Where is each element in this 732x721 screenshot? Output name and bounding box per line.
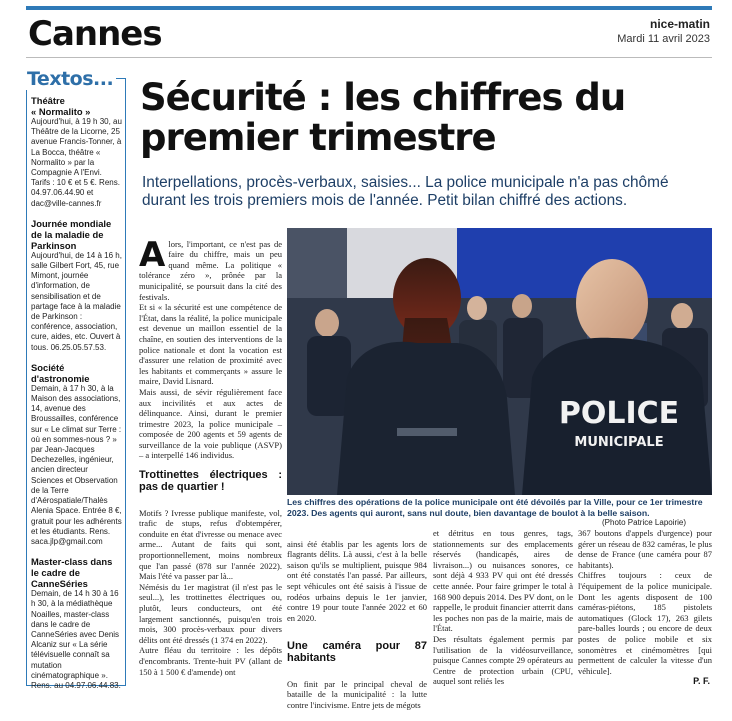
article-headline: Sécurité : les chiffres du premier trimestre (140, 76, 626, 159)
article-photo (287, 228, 712, 495)
article-signature: P. F. (693, 676, 710, 686)
article-column-1 (139, 228, 282, 688)
photo-credit: (Photo Patrice Lapoirie) (602, 518, 687, 527)
municipale-back-text: MUNICIPALE (574, 435, 664, 450)
drop-cap: A (139, 234, 166, 275)
photo-caption: Les chiffres des opérations de la police municipale ont été dévoilés par la Ville, pour ce 1er trimestre 2023. Des agents qui auront, sans nul doute, bien davantage de boulot à la belle saison. (287, 497, 703, 518)
sidebar-item-text: Demain, à 17 h 30, à la Maison des associations, 14, avenue des Broussailles, conférence sur « Le climat sur Terre : où en sommes-nous ? » par Jean-Jacques Dechezelles, ingénieur, ancien directeur Sciences et Observation de la Terre d'Aérospatiale/Thalès Alenia Space. Entrée 8 €, gratuit pour les adhérents et les étudiants. Rens. saca.jlp@gmail.com (31, 383, 122, 546)
sidebar-item-text: Aujourd'hui, de 14 à 16 h, salle Gilbert Fort, 45, rue Mimont, journée d'information, de sensibilisation et de partage face à la maladie de Parkinson : conférence, association, cure, aides, etc. Ouvert à tous. 06.25.05.57.53. (31, 250, 122, 352)
sidebar-item-heading: Master-class dans le cadre de CanneSéries (31, 556, 113, 590)
sidebar-title: Textos... (24, 68, 116, 90)
article-column-4: 367 boutons d'appels d'urgence) pour gérer un réseau de 832 caméras, le plus dense de France (une caméra pour 87 habitants). Chiffres toujours : ceux de l'équipement de la police municipale. Dont les agents disposent de 100 caméras-piétons, 185 pistolets automatiques (Glock 17), 263 gilets pare-balles lourds ; ou encore de deux postes de police mobile et six sonomètres et cinémomètres [qui permettent de calculer la vitesse d'un véhicule]. (578, 528, 712, 676)
masthead-info (617, 17, 710, 45)
article-subhead-camera: Une caméra pour 87 habitants (287, 639, 427, 664)
sidebar-item-heading: Théâtre « Normalito » (31, 95, 91, 117)
header-divider (26, 57, 712, 58)
article-column-3: et détritus en tous genres, tags, stationnements sur des emplacements réservés (handicapés, aires de livraison...) ou nuisances sonores, ce sont déjà 4 933 PV qui ont été dressés cette année. Pour faire grimper le total à 168 900 depuis 2014. Des PV dont, on le rappelle, le produit financier atterrit dans les poches non pas de la mairie, mais de l'État. Des résultats également permis par l'utilisation de la vidéosurveillance, puisque Cannes compte 29 opérateurs au Centre de protection urbain (CPU, auquel sont reliés les (433, 528, 573, 687)
police-officers-illustration (287, 228, 712, 495)
article-body-text: Motifs ? Ivresse publique manifeste, vol, trafic de stups, refus d'obtempérer, conduite en état d'ivresse ou menace avec arme... Autant de faits qui sont, proportionnellement, moins nombreux que l'an passé (878 sur l'année 2022). Mais l'été va passer par là... Némésis du 1er magistrat (il n'est pas le seul...), les trottinettes électriques ou, plutôt, leurs conducteurs, ont été largement sanctionnés, puisqu'en trois mois, 300 procès-verbaux pour divers délits ont été dressés (1 374 en 2022). Autre fléau du territoire : les dépôts d'encombrants. Trente-huit PV (allant de 150 à 1 500 € d'amende) ont (139, 507, 282, 677)
sidebar-item-theatre (31, 95, 122, 209)
sidebar-item-astronomie (31, 362, 122, 547)
police-back-text: POLICE (558, 396, 680, 431)
article-lead: Interpellations, procès-verbaux, saisies... La police municipale n'a pas chômé durant les trois premiers mois de l'année. Petit bilan chiffré des actions. (142, 174, 669, 209)
sidebar-item-heading: Journée mondiale de la maladie de Parkinson (31, 217, 112, 251)
sidebar-item-parkinson (31, 218, 122, 353)
article-column-2 (287, 528, 427, 721)
article-intro-text: lors, l'important, ce n'est pas de faire du chiffre, mais un peu quand même. La politique « tolérance zéro », prônée par la municipalité, se poursuit dans la cité des festivals. Et si « la sécurité est une compétence de l'État, dans la réalité, la police municipale est devenue un maillon essentiel de la chaîne, en soutien des interventions de la police nationale et dont la vocation est d'assurer une relation de proximité avec les habitants et commerçants » assure le maire, David Lisnard. Mais aussi, de sévir régulièrement face aux incivilités et aux actes de délinquance. Ainsi, durant le premier trimestre 2023, la police municipale – composée de 200 agents et 59 agents de surveillance de la voie publique (ASVP) – a interpellé 146 individus. (139, 238, 282, 461)
sidebar-item-text: Aujourd'hui, à 19 h 30, au Théâtre de la Licorne, 25 avenue Francis-Tonner, à La Bocca, théâtre « Normalito » par la Compagnie A l'Envi. Tarifs : 10 € et 5 €. Rens. 04.97.06.44.90 et dac@ville-cannes.fr (31, 117, 122, 208)
textos-sidebar (26, 78, 126, 690)
top-accent-bar (26, 6, 712, 10)
publication-date: Mardi 11 avril 2023 (617, 33, 710, 45)
sidebar-item-masterclass (31, 556, 122, 691)
article-subhead-trottinettes: Trottinettes électriques : pas de quartier ! (139, 469, 282, 494)
article-body-text: ainsi été établis par les agents lors de flagrants délits. Là aussi, c'est à la belle saison qu'ils se multiplient, puisque 984 ont été constatés l'an passé. Par ailleurs, sept véhicules ont été saisis à l'issue de rodéos urbains depuis le 1er janvier, contre 19 pour toute l'année 2022 et 60 en 2020. (287, 538, 427, 623)
newspaper-name: nice-matin (649, 17, 710, 31)
sidebar-item-text: Demain, de 14 h 30 à 16 h 30, à la médiathèque Noailles, master-class dans le cadre de CanneSéries avec Denis Alcaniz sur « La série télévisuelle connaît sa mutation cinématographique ». Rens. au 04.97.06.44.83. (31, 589, 121, 690)
section-title: Cannes (28, 14, 162, 54)
article-body-text: On finit par le principal cheval de bataille de la municipalité : la lutte contre l'incivisme. Entre jets de mégots (287, 678, 427, 710)
sidebar-item-heading: Société d'astronomie (31, 361, 90, 384)
